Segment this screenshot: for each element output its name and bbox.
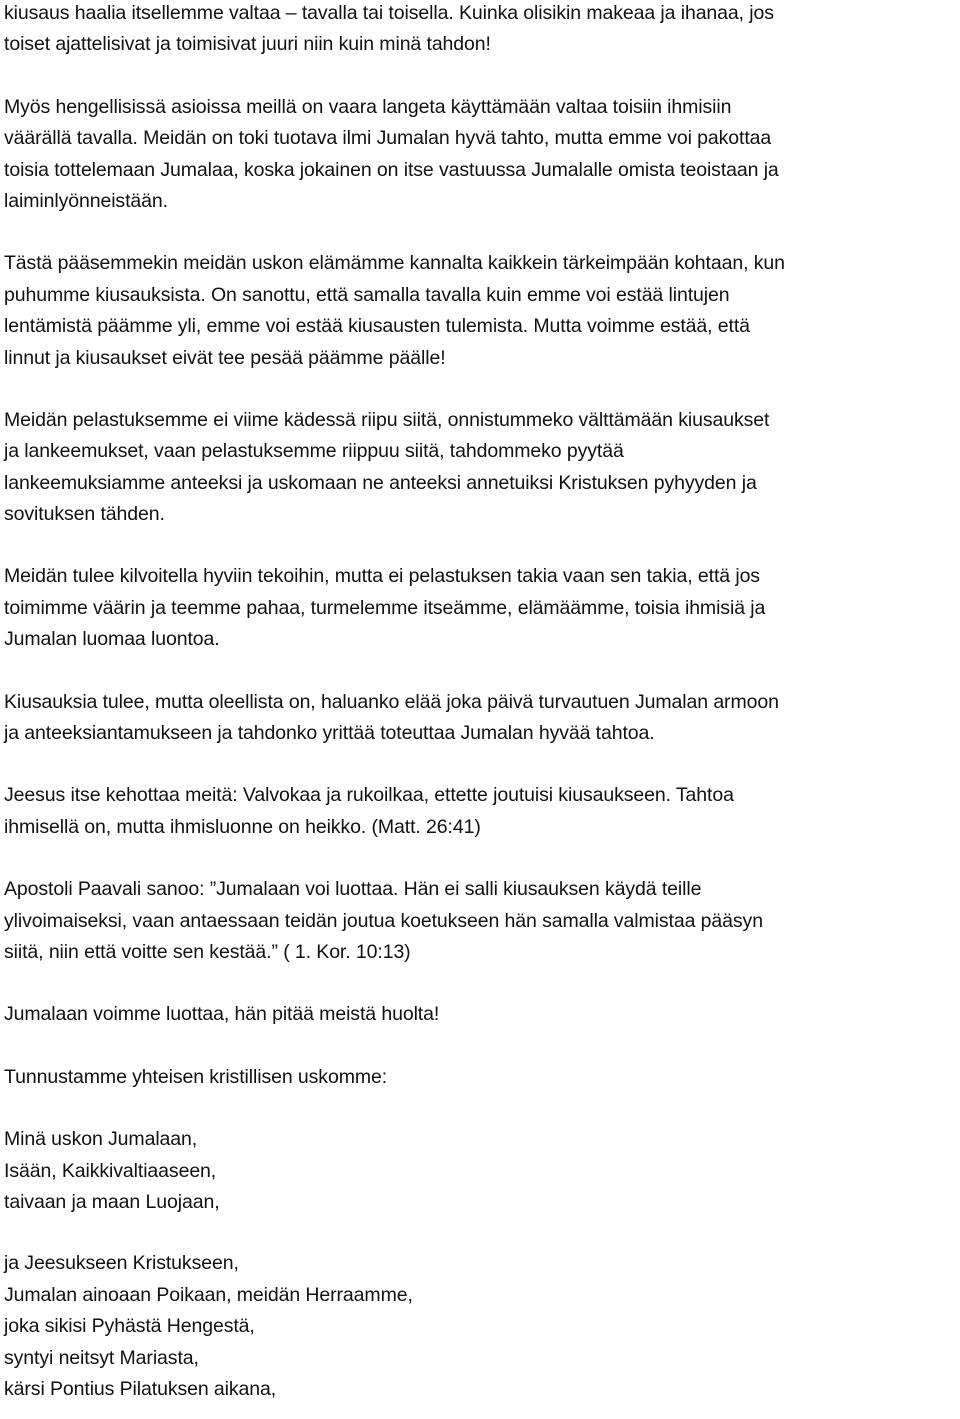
text-line: Kiusauksia tulee, mutta oleellista on, haluanko elää joka päivä turvautuen Jumalan armoon bbox=[4, 690, 779, 713]
text-line: toisia tottelemaan Jumalaa, koska jokainen on itse vastuussa Jumalalle omista teoistaan ja bbox=[4, 158, 779, 181]
text-line: ihmisellä on, mutta ihmisluonne on heikko. (Matt. 26:41) bbox=[4, 815, 481, 838]
text-line: ylivoimaiseksi, vaan antaessaan teidän joutua koetukseen hän samalla valmistaa pääsyn bbox=[4, 909, 763, 932]
creed-line: syntyi neitsyt Mariasta, bbox=[4, 1346, 199, 1369]
paragraph-8 bbox=[4, 874, 960, 968]
paragraph-7 bbox=[4, 780, 960, 843]
text-line: Apostoli Paavali sanoo: ”Jumalaan voi luottaa. Hän ei salli kiusauksen käydä teille bbox=[4, 878, 702, 901]
text-line: sovituksen tähden. bbox=[4, 503, 165, 526]
creed-line: taivaan ja maan Luojaan, bbox=[4, 1190, 220, 1213]
paragraph-6 bbox=[4, 687, 960, 750]
text-line: Jeesus itse kehottaa meitä: Valvokaa ja rukoilkaa, ettette joutuisi kiusaukseen. Tahtoa bbox=[4, 784, 734, 807]
text-line: toiset ajattelisivat ja toimisivat juuri niin kuin minä tahdon! bbox=[4, 33, 491, 56]
paragraph-3 bbox=[4, 248, 960, 374]
text-line: ja anteeksiantamukseen ja tahdonko yrittää toteuttaa Jumalan hyvää tahtoa. bbox=[4, 722, 655, 745]
paragraph-2 bbox=[4, 92, 960, 218]
text-line: puhumme kiusauksista. On sanottu, että samalla tavalla kuin emme voi estää lintujen bbox=[4, 283, 730, 306]
text-line: Tunnustamme yhteisen kristillisen uskomme: bbox=[4, 1065, 388, 1088]
text-line: Jumalaan voimme luottaa, hän pitää meistä huolta! bbox=[4, 1003, 440, 1026]
text-line: väärällä tavalla. Meidän on toki tuotava ilmi Jumalan hyvä tahto, mutta emme voi pakottaa bbox=[4, 127, 772, 150]
paragraph-5 bbox=[4, 561, 960, 655]
creed-line: joka sikisi Pyhästä Hengestä, bbox=[4, 1315, 255, 1338]
text-line: linnut ja kiusaukset eivät tee pesää päämme päälle! bbox=[4, 346, 446, 369]
paragraph-10 bbox=[4, 1062, 960, 1093]
text-line: laiminlyönneistään. bbox=[4, 189, 168, 212]
text-line: Meidän tulee kilvoitella hyviin tekoihin, mutta ei pelastuksen takia vaan sen takia, että jos bbox=[4, 565, 760, 588]
text-line: Tästä pääsemmekin meidän uskon elämämme kannalta kaikkein tärkeimpään kohtaan, kun bbox=[4, 252, 785, 275]
text-line: Meidän pelastuksemme ei viime kädessä riipu siitä, onnistummeko välttämään kiusaukset bbox=[4, 408, 770, 431]
text-line: toimimme väärin ja teemme pahaa, turmelemme itseämme, elämäämme, toisia ihmisiä ja bbox=[4, 596, 766, 619]
creed-line: ja Jeesukseen Kristukseen, bbox=[4, 1252, 239, 1275]
creed-line: Jumalan ainoaan Poikaan, meidän Herraamme, bbox=[4, 1283, 413, 1306]
text-line: siitä, niin että voitte sen kestää.” ( 1. Kor. 10:13) bbox=[4, 940, 411, 963]
paragraph-9 bbox=[4, 999, 960, 1030]
text-line: Myös hengellisissä asioissa meillä on vaara langeta käyttämään valtaa toisiin ihmisiin bbox=[4, 95, 732, 118]
creed-stanza-1 bbox=[4, 1124, 960, 1218]
paragraph-1 bbox=[4, 0, 960, 61]
creed-line: Isään, Kaikkivaltiaaseen, bbox=[4, 1159, 217, 1182]
text-line: Jumalan luomaa luontoa. bbox=[4, 628, 220, 651]
text-line: lentämistä päämme yli, emme voi estää kiusausten tulemista. Mutta voimme estää, että bbox=[4, 315, 750, 338]
text-line: kiusaus haalia itsellemme valtaa – tavalla tai toisella. Kuinka olisikin makeaa ja ihanaa, jos bbox=[4, 2, 774, 24]
text-line: ja lankeemukset, vaan pelastuksemme riippuu siitä, tahdommeko pyytää bbox=[4, 440, 624, 463]
creed-line: Minä uskon Jumalaan, bbox=[4, 1128, 198, 1151]
text-line: lankeemuksiamme anteeksi ja uskomaan ne anteeksi annetuiksi Kristuksen pyhyyden ja bbox=[4, 471, 757, 494]
creed-stanza-2 bbox=[4, 1248, 960, 1405]
paragraph-4 bbox=[4, 405, 960, 531]
creed-line: kärsi Pontius Pilatuksen aikana, bbox=[4, 1377, 277, 1400]
